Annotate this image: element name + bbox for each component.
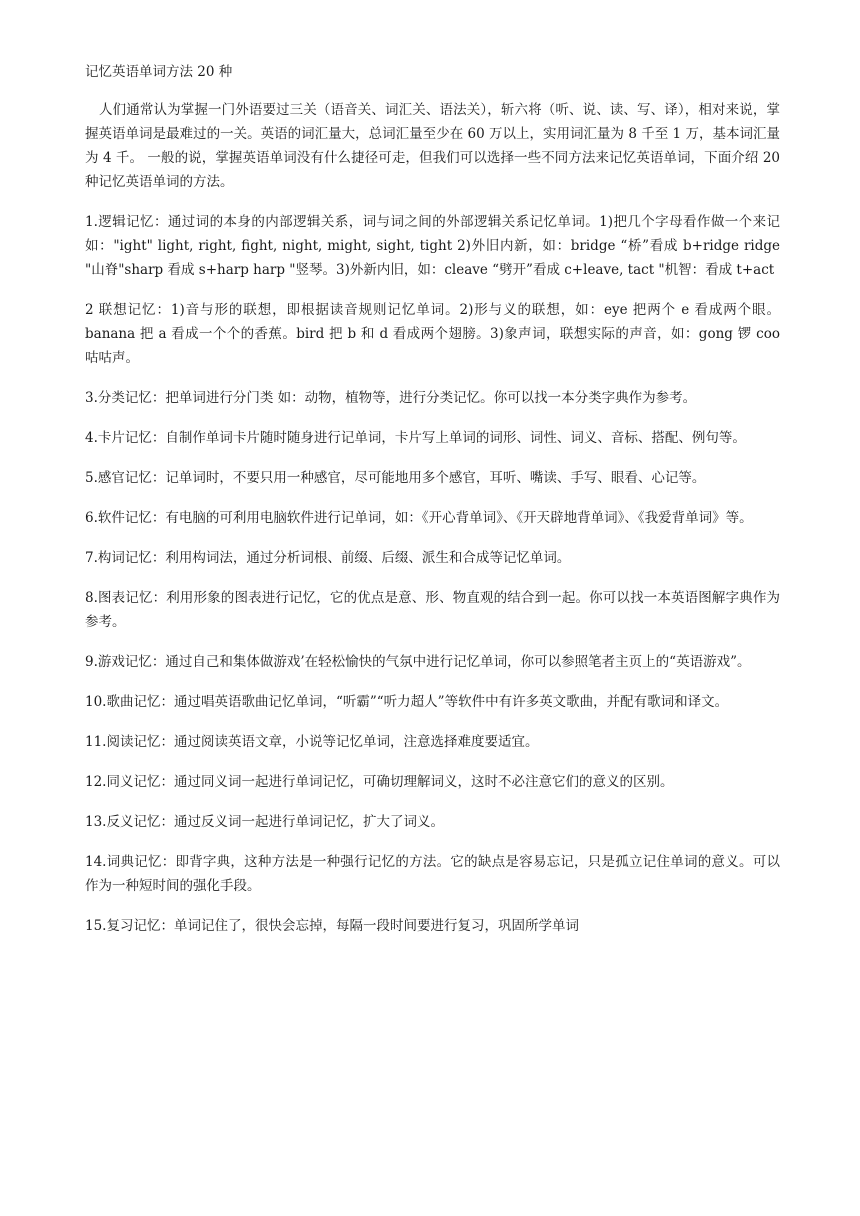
method-item-12: 12.同义记忆：通过同义词一起进行单词记忆，可确切理解词义，这时不必注意它们的意义的区别。 [85,774,674,790]
method-item-2: 2 联想记忆：1)音与形的联想，即根据读音规则记忆单词。2)形与义的联想，如：eye 把两个 e 看成两个眼。banana 把 a 看成一个个的香蕉。bird 把 b 和 d 看成两个翅膀。3)象声词，联想实际的声音，如：gong 锣 coo 咕咕声。 [85,302,780,366]
method-item-13: 13.反义记忆：通过反义词一起进行单词记忆，扩大了词义。 [85,814,444,830]
document-title: 记忆英语单词方法 20 种 [85,64,233,80]
method-item-5: 5.感官记忆：记单词时，不要只用一种感官，尽可能地用多个感官，耳听、嘴读、手写、眼看、心记等。 [85,470,706,486]
method-item-9: 9.游戏记忆：通过自己和集体做游戏’在轻松愉快的气氛中进行记忆单词，你可以参照笔者主页上的“英语游戏”。 [85,654,751,670]
method-item-7: 7.构词记忆：利用构词法，通过分析词根、前缀、后缀、派生和合成等记忆单词。 [85,550,571,566]
intro-paragraph: 人们通常认为掌握一门外语要过三关（语音关、词汇关、语法关），斩六将（听、说、读、写、译），相对来说，掌握英语单词是最难过的一关。英语的词汇量大，总词汇量至少在 60 万以上，实用词汇量为 8 千至 1 万，基本词汇量为 4 千。 一般的说，掌握英语单词没有什么捷径可走，但我们可以选择一些不同方法来记忆英语单词，下面介绍 20 种记忆英语单词的方法。 [85,102,780,190]
method-item-15: 15.复习记忆：单词记住了，很快会忘掉，每隔一段时间要进行复习，巩固所学单词 [85,918,579,934]
method-item-1: 1.逻辑记忆：通过词的本身的内部逻辑关系，词与词之间的外部逻辑关系记忆单词。1)把几个字母看作做一个来记 如："ight" light, right, fight, night, might, sight, tight 2)外旧内新，如：bridge “桥”看成 b+ridge ridge "山脊"sharp 看成 s+harp harp "竖琴。3)外新内旧，如：cleave “劈开”看成 c+leave, tact "机智：看成 t+act [85,214,780,278]
method-item-10: 10.歌曲记忆：通过唱英语歌曲记忆单词，“听霸”“听力超人”等软件中有许多英文歌曲，并配有歌词和译文。 [85,694,729,710]
method-item-11: 11.阅读记忆：通过阅读英语文章，小说等记忆单词，注意选择难度要适宜。 [85,734,539,750]
method-item-4: 4.卡片记忆：自制作单词卡片随时随身进行记单词，卡片写上单词的词形、词性、词义、音标、搭配、例句等。 [85,430,746,446]
document-page [85,60,780,954]
method-item-3: 3.分类记忆：把单词进行分门类 如：动物，植物等，进行分类记忆。你可以找一本分类字典作为参考。 [85,390,697,406]
method-item-14: 14.词典记忆：即背字典，这种方法是一种强行记忆的方法。它的缺点是容易忘记，只是孤立记住单词的意义。可以作为一种短时间的强化手段。 [85,854,780,894]
method-item-8: 8.图表记忆：利用形象的图表进行记忆，它的优点是意、形、物直观的结合到一起。你可以找一本英语图解字典作为参考。 [85,590,780,630]
method-item-6: 6.软件记忆：有电脑的可利用电脑软件进行记单词，如：《开心背单词》、《开天辟地背单词》、《我爱背单词》等。 [85,510,753,526]
